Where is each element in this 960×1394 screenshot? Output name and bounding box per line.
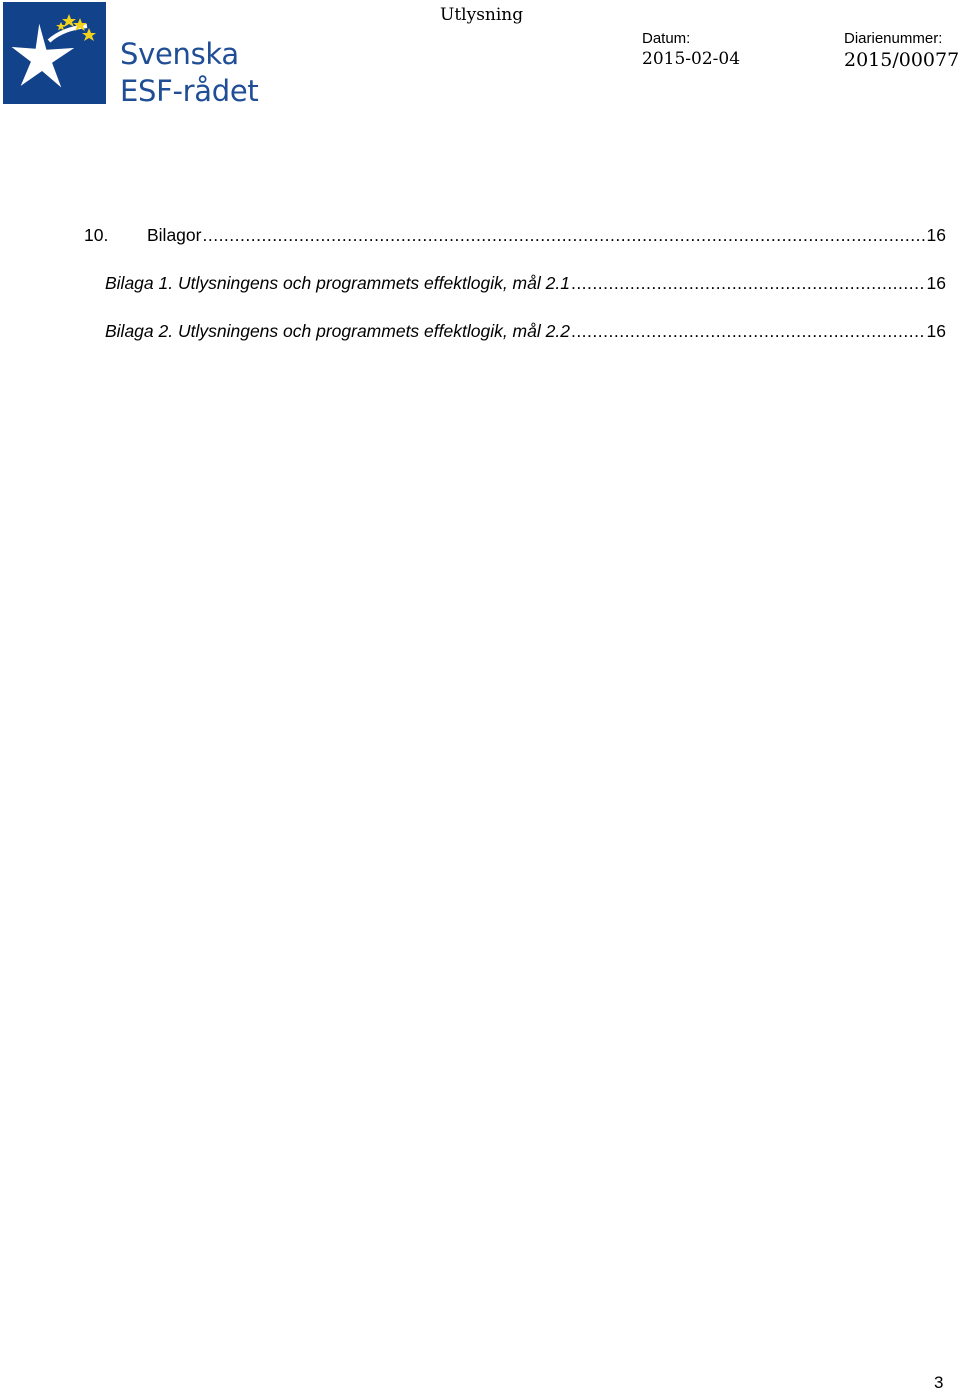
- logo-text-line2: ESF-rådet: [120, 74, 259, 108]
- logo-text-line1: Svenska: [120, 37, 239, 71]
- toc-entry-number: 10.: [84, 225, 109, 245]
- toc-leader-dots: [571, 321, 925, 342]
- toc-entry-page: 16: [926, 225, 946, 245]
- toc-entry-page: 16: [926, 273, 946, 293]
- toc-entry-title: Bilaga 1. Utlysningens och programmets effektlogik, mål 2.1: [105, 273, 570, 293]
- toc-entry-title: Bilaga 2. Utlysningens och programmets effektlogik, mål 2.2: [105, 321, 570, 341]
- toc-entry-page: 16: [926, 321, 946, 341]
- toc-entry[interactable]: [84, 225, 946, 249]
- toc-entry-title: Bilagor: [147, 225, 202, 245]
- document-type: Utlysning: [440, 5, 524, 25]
- esf-logo: [3, 2, 259, 108]
- datum-value: 2015-02-04: [642, 49, 741, 69]
- toc-entry[interactable]: [105, 321, 946, 345]
- toc-entry[interactable]: [105, 273, 946, 297]
- diarienummer-label: Diarienummer:: [844, 30, 943, 47]
- datum-label: Datum:: [642, 30, 691, 47]
- diarienummer-value: 2015/00077: [844, 49, 960, 71]
- star-icon: [3, 2, 106, 104]
- logo-star-box: [3, 2, 106, 104]
- page-number: 3: [934, 1373, 944, 1392]
- toc-leader-dots: [202, 225, 924, 246]
- toc-leader-dots: [571, 273, 925, 294]
